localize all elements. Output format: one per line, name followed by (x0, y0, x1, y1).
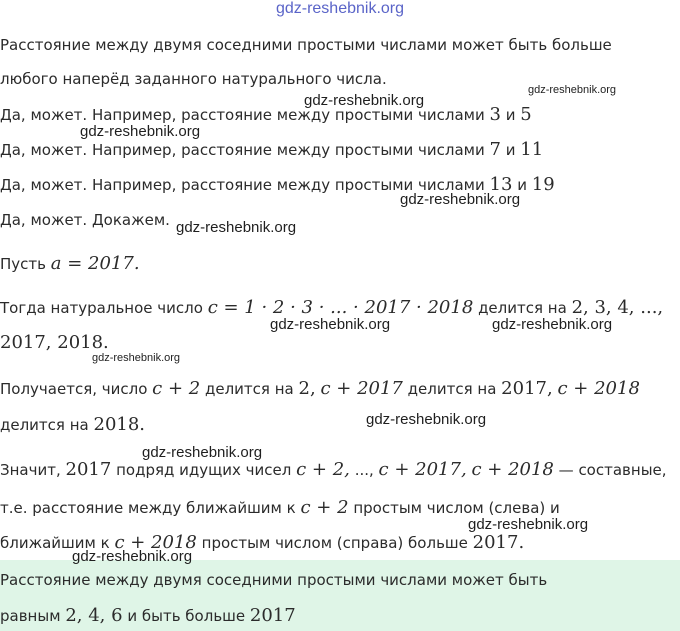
proof-near-label: ближайшим к (0, 534, 110, 552)
watermark: gdz-reshebnik.org (92, 352, 181, 364)
proof-conclusion (0, 459, 667, 481)
watermark: gdz-reshebnik.org (142, 444, 263, 461)
proof-result-cont (0, 414, 145, 436)
watermark: gdz-reshebnik.org (80, 123, 201, 140)
proof-dist-math: c + 2 (300, 497, 349, 518)
example-3-b: 19 (531, 174, 555, 195)
answer-line-2-label: равным (0, 607, 61, 625)
example-1-text: Да, может. Например, расстояние между простыми числами (0, 106, 485, 124)
proof-conclusion-text: подряд идущих чисел (116, 461, 292, 479)
proof-result-math-1: c + 2 (152, 378, 201, 399)
answer-line-2-mid: и быть больше (127, 607, 246, 625)
proof-divisible-list-end: 2017, 2018. (0, 332, 109, 353)
watermark: gdz-reshebnik.org (270, 316, 391, 333)
example-2-a: 7 (489, 139, 501, 160)
proof-result-div-2: делится на (407, 380, 497, 398)
proof-near-tail: простым числом (справа) больше (201, 534, 468, 552)
watermark: gdz-reshebnik.org (366, 411, 487, 428)
answer-line-2-math: 2, 4, 6 (65, 605, 123, 626)
answer-line-2-n: 2017 (249, 605, 296, 626)
proof-let-label: Пусть (0, 255, 46, 273)
proof-intro: Да, может. Докажем. (0, 211, 170, 229)
proof-then-cont (0, 332, 109, 354)
watermark: gdz-reshebnik.org (72, 548, 193, 565)
watermark: gdz-reshebnik.org (492, 316, 613, 333)
proof-result-tail-label: делится на (0, 416, 89, 434)
watermark: gdz-reshebnik.org (400, 191, 521, 208)
example-2 (0, 139, 543, 161)
proof-near-math: c + 2018 (114, 532, 197, 553)
watermark: gdz-reshebnik.org (304, 92, 425, 109)
proof-result-math-3: c + 2018 (557, 378, 640, 399)
proof-let (0, 253, 140, 275)
proof-result-label: Получается, число (0, 380, 148, 398)
watermark: gdz-reshebnik.org (528, 84, 617, 96)
site-header-link[interactable]: gdz-reshebnik.org (275, 0, 405, 17)
example-3-and: и (517, 176, 527, 194)
proof-result-n-1: 2, (298, 378, 316, 399)
answer-line-1: Расстояние между двумя соседними простыми числами может быть (0, 571, 548, 589)
watermark: gdz-reshebnik.org (468, 516, 589, 533)
proof-conclusion-n: 2017 (65, 459, 112, 480)
example-1-b: 5 (520, 104, 532, 125)
proof-result-n-2: 2017, (501, 378, 553, 399)
example-3-a: 13 (489, 174, 513, 195)
example-3-text: Да, может. Например, расстояние между простыми числами (0, 176, 485, 194)
proof-conclusion-label: Значит, (0, 461, 61, 479)
proof-result-div-1: делится на (205, 380, 294, 398)
proof-conclusion-tail: — составные, (558, 461, 667, 479)
example-1-a: 3 (489, 104, 501, 125)
proof-divisible-label: делится на (478, 299, 567, 317)
example-2-and: и (505, 141, 516, 159)
proof-conclusion-math-3: c + 2018 (471, 459, 554, 480)
answer-line-2 (0, 605, 296, 627)
proof-result (0, 378, 640, 400)
proof-near-n: 2017. (472, 532, 525, 553)
proof-then-label: Тогда натуральное число (0, 299, 203, 317)
example-2-text: Да, может. Например, расстояние между простыми числами (0, 141, 485, 159)
proof-dist-label: т.е. расстояние между ближайшим к (0, 499, 296, 517)
proof-conclusion-math-2: c + 2017, (378, 459, 467, 480)
problem-line-1: Расстояние между двумя соседними простыми числами может быть больше (0, 36, 612, 54)
example-1-and: и (505, 106, 516, 124)
proof-then-math: c = 1 · 2 · 3 · ... · 2017 · 2018 (207, 297, 474, 318)
proof-result-n-3: 2018. (93, 414, 146, 435)
proof-conclusion-mid: ..., (354, 461, 374, 479)
proof-dist-tail: простым числом (слева) и (353, 499, 560, 517)
proof-let-math: a = 2017. (50, 253, 140, 274)
example-2-b: 11 (520, 139, 544, 160)
proof-conclusion-math-1: c + 2, (296, 459, 350, 480)
problem-line-2: любого наперёд заданного натурального числа. (0, 70, 387, 88)
proof-result-math-2: c + 2017 (320, 378, 403, 399)
proof-divisible-list: 2, 3, 4, ..., (571, 297, 664, 318)
watermark: gdz-reshebnik.org (176, 219, 297, 236)
